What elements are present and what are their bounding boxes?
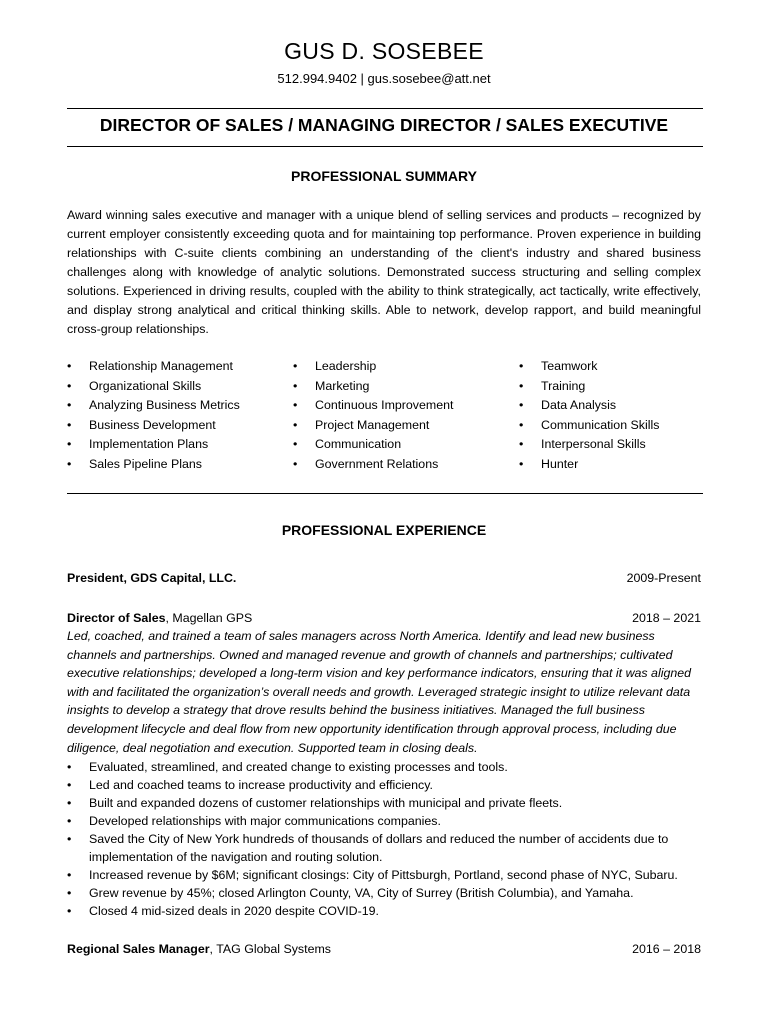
skill-item: • Analyzing Business Metrics — [67, 396, 240, 416]
experience-title: PROFESSIONAL EXPERIENCE — [281, 522, 487, 538]
job-title: President — [67, 571, 124, 585]
skill-item: • Communication — [293, 435, 453, 455]
skill-item: • Marketing — [293, 377, 453, 397]
achievement-item: • Led and coached teams to increase productivity and efficiency. — [67, 776, 703, 794]
skill-item: • Implementation Plans — [67, 435, 240, 455]
achievement-item: • Evaluated, streamlined, and created change to existing processes and tools. — [67, 758, 703, 776]
summary-title: PROFESSIONAL SUMMARY — [291, 168, 477, 184]
job-company: TAG Global Systems — [216, 942, 331, 956]
job-dates: 2016 – 2018 — [632, 942, 701, 956]
job-entry-director-of-sales: Director of Sales, Magellan GPS 2018 – 2021 — [67, 611, 701, 625]
skill-item: • Organizational Skills — [67, 377, 240, 397]
skill-item: • Interpersonal Skills — [519, 435, 659, 455]
skill-item: • Continuous Improvement — [293, 396, 453, 416]
job-entry-president: President, GDS Capital, LLC. 2009-Present — [67, 571, 701, 585]
skills-column-3 — [519, 357, 659, 474]
skill-item: • Project Management — [293, 416, 453, 436]
headline: DIRECTOR OF SALES / MANAGING DIRECTOR / SALES EXECUTIVE — [99, 115, 669, 135]
skill-item: • Hunter — [519, 455, 659, 475]
skill-item: • Communication Skills — [519, 416, 659, 436]
job-company: GDS Capital, LLC. — [130, 571, 237, 585]
job-achievements — [67, 758, 703, 920]
skill-item: • Sales Pipeline Plans — [67, 455, 240, 475]
contact-info: 512.994.9402 | gus.sosebee@att.net — [277, 71, 491, 86]
job-company: Magellan GPS — [172, 611, 253, 625]
achievement-item: • Built and expanded dozens of customer relationships with municipal and private fleets. — [67, 794, 703, 812]
job-dates: 2009-Present — [626, 571, 701, 585]
candidate-name: GUS D. SOSEBEE — [284, 38, 484, 64]
achievement-item: • Developed relationships with major communications companies. — [67, 812, 703, 830]
job-entry-regional-sales-manager: Regional Sales Manager, TAG Global Systems 2016 – 2018 — [67, 942, 701, 956]
skill-item: • Leadership — [293, 357, 453, 377]
skills-column-2 — [293, 357, 453, 474]
summary-text: Award winning sales executive and manager with a unique blend of selling services and products – recognized by current employer consistently exceeding quota and for maintaining top performance. Proven experience in building relationships with C-suite clients combining an understanding of the client's industry and shared business challenges along with knowledge of analytic solutions. Demonstrated success structuring and selling complex solutions. Experienced in driving results, coupled with the ability to think strategically, act tactically, write effectively, and display strong analytical and critical thinking skills. Able to network, develop rapport, and build meaningful cross-group relationships. — [67, 208, 701, 336]
skill-item: • Data Analysis — [519, 396, 659, 416]
skill-item: • Training — [519, 377, 659, 397]
achievement-item: • Grew revenue by 45%; closed Arlington County, VA, City of Surrey (British Columbia), and Yamaha. — [67, 884, 703, 902]
job-title: Regional Sales Manager — [67, 942, 210, 956]
header-divider-top — [67, 108, 703, 109]
skill-item: • Government Relations — [293, 455, 453, 475]
skill-item: • Relationship Management — [67, 357, 240, 377]
achievement-item: • Saved the City of New York hundreds of thousands of dollars and reduced the number of accidents due to implementation of the navigation and routing solution. — [67, 830, 703, 866]
achievement-item: • Closed 4 mid-sized deals in 2020 despite COVID-19. — [67, 902, 703, 920]
skills-column-1 — [67, 357, 240, 474]
job-title: Director of Sales — [67, 611, 166, 625]
job-description: Led, coached, and trained a team of sales managers across North America. Identify and lead new business channels and partnerships. Owned and managed revenue and growth of channels and partnerships; cultivated executive relationships; developed a long-term vision and key performance indicators, ensuring that it was aligned with and facilitated the organization’s overall needs and growth. Leveraged strategic insight to utilize relevant data insights to develop a strategy that drove results behind the business initiatives. Managed the full business development lifecycle and deal flow from new opportunity identification through approval process, including due diligence, deal negotiation and execution. Supported team in closing deals. — [67, 629, 692, 755]
header-divider-bottom — [67, 146, 703, 147]
achievement-item: • Increased revenue by $6M; significant closings: City of Pittsburgh, Portland, second phase of NYC, Subaru. — [67, 866, 703, 884]
skill-item: • Teamwork — [519, 357, 659, 377]
job-dates: 2018 – 2021 — [632, 611, 701, 625]
skill-item: • Business Development — [67, 416, 240, 436]
summary-divider — [67, 493, 703, 494]
